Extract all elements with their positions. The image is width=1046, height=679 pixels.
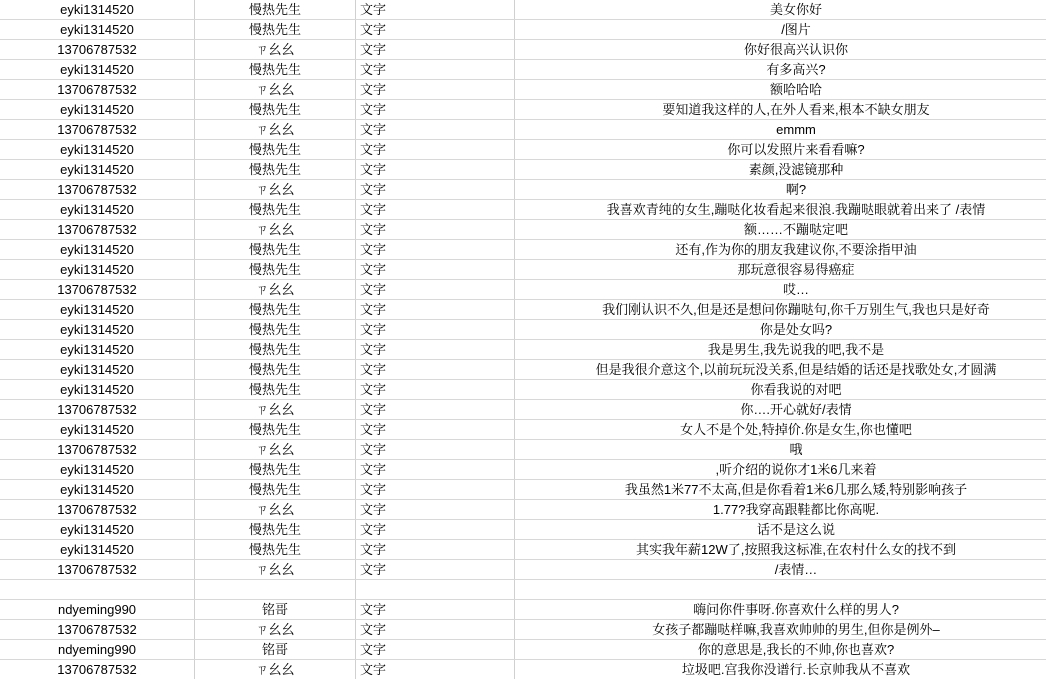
cell-message[interactable]: 你….开心就好/表情 — [515, 400, 1046, 420]
cell-account[interactable]: eyki1314520 — [0, 340, 195, 360]
cell-type[interactable]: 文字 — [356, 380, 515, 400]
cell-type[interactable]: 文字 — [356, 340, 515, 360]
cell-message[interactable]: 我喜欢青纯的女生,蹦哒化妆看起来很浪.我蹦哒眼就着出来了 /表情 — [515, 200, 1046, 220]
cell-message[interactable]: 要知道我这样的人,在外人看来,根本不缺女朋友 — [515, 100, 1046, 120]
table-row[interactable] — [0, 640, 1046, 660]
cell-type[interactable]: 文字 — [356, 80, 515, 100]
cell-nickname[interactable]: 慢热先生 — [195, 60, 356, 80]
cell-type[interactable]: 文字 — [356, 300, 515, 320]
cell-type[interactable]: 文字 — [356, 240, 515, 260]
cell-account[interactable]: 13706787532 — [0, 40, 195, 60]
cell-account[interactable]: 13706787532 — [0, 80, 195, 100]
cell-type[interactable]: 文字 — [356, 460, 515, 480]
cell-account[interactable]: eyki1314520 — [0, 420, 195, 440]
table-row[interactable] — [0, 260, 1046, 280]
table-row[interactable] — [0, 620, 1046, 640]
cell-nickname[interactable]: 慢热先生 — [195, 200, 356, 220]
cell-nickname[interactable]: 慢热先生 — [195, 360, 356, 380]
cell-type[interactable]: 文字 — [356, 500, 515, 520]
table-row[interactable] — [0, 460, 1046, 480]
cell-nickname[interactable]: 慢热先生 — [195, 460, 356, 480]
cell-message[interactable]: 嗨问你件事呀.你喜欢什么样的男人? — [515, 600, 1046, 620]
cell-message[interactable]: 我是男生,我先说我的吧,我不是 — [515, 340, 1046, 360]
cell-message[interactable]: 你看我说的对吧 — [515, 380, 1046, 400]
cell-nickname[interactable]: 铭哥 — [195, 600, 356, 620]
cell-nickname[interactable]: ㄗ幺幺 — [195, 220, 356, 240]
cell-account[interactable]: eyki1314520 — [0, 200, 195, 220]
cell-message[interactable]: 那玩意很容易得癌症 — [515, 260, 1046, 280]
cell-message[interactable]: 垃圾吧.宫我你没谱行.长京帅我从不喜欢 — [515, 660, 1046, 679]
table-row[interactable] — [0, 540, 1046, 560]
cell-type[interactable]: 文字 — [356, 180, 515, 200]
table-row[interactable] — [0, 60, 1046, 80]
table-row[interactable] — [0, 20, 1046, 40]
cell-account[interactable] — [0, 580, 195, 600]
cell-nickname[interactable]: 慢热先生 — [195, 540, 356, 560]
cell-message[interactable]: 还有,作为你的朋友我建议你,不要涂指甲油 — [515, 240, 1046, 260]
cell-type[interactable]: 文字 — [356, 40, 515, 60]
cell-account[interactable]: ndyeming990 — [0, 640, 195, 660]
cell-type[interactable]: 文字 — [356, 320, 515, 340]
cell-account[interactable]: eyki1314520 — [0, 300, 195, 320]
cell-nickname[interactable]: ㄗ幺幺 — [195, 180, 356, 200]
cell-account[interactable]: eyki1314520 — [0, 320, 195, 340]
cell-type[interactable]: 文字 — [356, 400, 515, 420]
cell-nickname[interactable]: ㄗ幺幺 — [195, 620, 356, 640]
table-row[interactable] — [0, 180, 1046, 200]
table-row[interactable] — [0, 280, 1046, 300]
cell-type[interactable]: 文字 — [356, 280, 515, 300]
cell-message[interactable]: /图片 — [515, 20, 1046, 40]
cell-nickname[interactable]: ㄗ幺幺 — [195, 40, 356, 60]
cell-message[interactable]: 女人不是个处,特掉价.你是女生,你也懂吧 — [515, 420, 1046, 440]
table-row[interactable] — [0, 480, 1046, 500]
cell-account[interactable]: eyki1314520 — [0, 140, 195, 160]
table-row[interactable] — [0, 100, 1046, 120]
cell-type[interactable]: 文字 — [356, 640, 515, 660]
cell-type[interactable]: 文字 — [356, 480, 515, 500]
cell-nickname[interactable]: ㄗ幺幺 — [195, 280, 356, 300]
cell-type[interactable]: 文字 — [356, 120, 515, 140]
cell-type[interactable]: 文字 — [356, 140, 515, 160]
cell-nickname[interactable]: 慢热先生 — [195, 240, 356, 260]
cell-nickname[interactable]: 慢热先生 — [195, 140, 356, 160]
table-row[interactable] — [0, 440, 1046, 460]
table-row[interactable] — [0, 400, 1046, 420]
table-row[interactable] — [0, 220, 1046, 240]
cell-nickname[interactable]: 铭哥 — [195, 640, 356, 660]
cell-message[interactable]: 你可以发照片来看看嘛? — [515, 140, 1046, 160]
cell-account[interactable]: eyki1314520 — [0, 480, 195, 500]
cell-account[interactable]: 13706787532 — [0, 440, 195, 460]
table-row[interactable] — [0, 0, 1046, 20]
table-row[interactable] — [0, 600, 1046, 620]
cell-account[interactable]: 13706787532 — [0, 400, 195, 420]
cell-type[interactable]: 文字 — [356, 200, 515, 220]
cell-account[interactable]: eyki1314520 — [0, 100, 195, 120]
cell-message[interactable]: 我们刚认识不久,但是还是想问你蹦哒句,你千万别生气,我也只是好奇 — [515, 300, 1046, 320]
cell-message[interactable]: ,听介绍的说你才1米6几来着 — [515, 460, 1046, 480]
cell-account[interactable]: ndyeming990 — [0, 600, 195, 620]
cell-message[interactable]: 有多高兴? — [515, 60, 1046, 80]
cell-nickname[interactable]: 慢热先生 — [195, 300, 356, 320]
cell-account[interactable]: 13706787532 — [0, 280, 195, 300]
cell-nickname[interactable]: 慢热先生 — [195, 480, 356, 500]
cell-account[interactable]: eyki1314520 — [0, 360, 195, 380]
cell-type[interactable]: 文字 — [356, 600, 515, 620]
cell-message[interactable]: 哦 — [515, 440, 1046, 460]
cell-nickname[interactable]: 慢热先生 — [195, 20, 356, 40]
cell-account[interactable]: 13706787532 — [0, 120, 195, 140]
table-row[interactable] — [0, 120, 1046, 140]
table-row[interactable] — [0, 200, 1046, 220]
cell-type[interactable]: 文字 — [356, 160, 515, 180]
cell-message[interactable]: 女孩子都蹦哒样嘛,我喜欢帅帅的男生,但你是例外– — [515, 620, 1046, 640]
cell-message[interactable]: 啊? — [515, 180, 1046, 200]
table-row[interactable] — [0, 320, 1046, 340]
cell-type[interactable]: 文字 — [356, 660, 515, 679]
cell-message[interactable]: 额……不蹦哒定吧 — [515, 220, 1046, 240]
cell-account[interactable]: eyki1314520 — [0, 20, 195, 40]
cell-nickname[interactable]: ㄗ幺幺 — [195, 120, 356, 140]
cell-nickname[interactable]: 慢热先生 — [195, 260, 356, 280]
cell-nickname[interactable]: ㄗ幺幺 — [195, 440, 356, 460]
cell-type[interactable]: 文字 — [356, 520, 515, 540]
cell-message[interactable] — [515, 580, 1046, 600]
cell-account[interactable]: eyki1314520 — [0, 260, 195, 280]
cell-nickname[interactable]: ㄗ幺幺 — [195, 80, 356, 100]
cell-type[interactable]: 文字 — [356, 560, 515, 580]
cell-message[interactable]: 但是我很介意这个,以前玩玩没关系,但是结婚的话还是找歌处女,才圆满 — [515, 360, 1046, 380]
cell-type[interactable]: 文字 — [356, 220, 515, 240]
cell-type[interactable]: 文字 — [356, 440, 515, 460]
cell-message[interactable]: emmm — [515, 120, 1046, 140]
cell-account[interactable]: 13706787532 — [0, 620, 195, 640]
cell-message[interactable]: 素颜,没滤镜那种 — [515, 160, 1046, 180]
table-row[interactable] — [0, 360, 1046, 380]
cell-account[interactable]: 13706787532 — [0, 500, 195, 520]
table-row[interactable] — [0, 560, 1046, 580]
table-row[interactable] — [0, 160, 1046, 180]
cell-nickname[interactable]: 慢热先生 — [195, 100, 356, 120]
cell-message[interactable]: 额哈哈哈 — [515, 80, 1046, 100]
cell-type[interactable]: 文字 — [356, 420, 515, 440]
cell-account[interactable]: 13706787532 — [0, 220, 195, 240]
cell-account[interactable]: eyki1314520 — [0, 60, 195, 80]
table-row[interactable] — [0, 580, 1046, 600]
cell-nickname[interactable]: 慢热先生 — [195, 340, 356, 360]
cell-nickname[interactable]: 慢热先生 — [195, 520, 356, 540]
cell-type[interactable]: 文字 — [356, 260, 515, 280]
cell-nickname[interactable]: 慢热先生 — [195, 420, 356, 440]
cell-nickname[interactable]: 慢热先生 — [195, 160, 356, 180]
table-row[interactable] — [0, 140, 1046, 160]
cell-message[interactable]: 其实我年薪12W了,按照我这标准,在农村什么女的找不到 — [515, 540, 1046, 560]
table-row[interactable] — [0, 420, 1046, 440]
cell-message[interactable]: 美女你好 — [515, 0, 1046, 20]
table-row[interactable] — [0, 660, 1046, 679]
cell-account[interactable]: 13706787532 — [0, 560, 195, 580]
cell-type[interactable]: 文字 — [356, 620, 515, 640]
cell-message[interactable]: 我虽然1米77不太高,但是你看着1米6几那么矮,特别影响孩子 — [515, 480, 1046, 500]
table-row[interactable] — [0, 340, 1046, 360]
cell-account[interactable]: eyki1314520 — [0, 540, 195, 560]
cell-message[interactable]: 1.77?我穿高跟鞋都比你高呢. — [515, 500, 1046, 520]
cell-nickname[interactable]: 慢热先生 — [195, 320, 356, 340]
cell-nickname[interactable]: ㄗ幺幺 — [195, 400, 356, 420]
cell-account[interactable]: eyki1314520 — [0, 460, 195, 480]
cell-message[interactable]: 话不是这么说 — [515, 520, 1046, 540]
cell-nickname[interactable]: ㄗ幺幺 — [195, 660, 356, 679]
cell-nickname[interactable]: 慢热先生 — [195, 380, 356, 400]
cell-account[interactable]: eyki1314520 — [0, 240, 195, 260]
cell-account[interactable]: 13706787532 — [0, 180, 195, 200]
cell-nickname[interactable]: ㄗ幺幺 — [195, 500, 356, 520]
cell-message[interactable]: 你的意思是,我长的不帅,你也喜欢? — [515, 640, 1046, 660]
table-row[interactable] — [0, 40, 1046, 60]
cell-account[interactable]: eyki1314520 — [0, 380, 195, 400]
table-row[interactable] — [0, 520, 1046, 540]
cell-type[interactable]: 文字 — [356, 540, 515, 560]
cell-account[interactable]: 13706787532 — [0, 660, 195, 679]
cell-message[interactable]: 哎… — [515, 280, 1046, 300]
cell-nickname[interactable]: ㄗ幺幺 — [195, 560, 356, 580]
table-row[interactable] — [0, 240, 1046, 260]
cell-account[interactable]: eyki1314520 — [0, 160, 195, 180]
table-row[interactable] — [0, 80, 1046, 100]
cell-nickname[interactable] — [195, 580, 356, 600]
cell-type[interactable] — [356, 580, 515, 600]
cell-type[interactable]: 文字 — [356, 0, 515, 20]
table-row[interactable] — [0, 380, 1046, 400]
cell-type[interactable]: 文字 — [356, 60, 515, 80]
cell-type[interactable]: 文字 — [356, 360, 515, 380]
cell-type[interactable]: 文字 — [356, 100, 515, 120]
table-row[interactable] — [0, 500, 1046, 520]
cell-message[interactable]: 你是处女吗? — [515, 320, 1046, 340]
cell-type[interactable]: 文字 — [356, 20, 515, 40]
cell-account[interactable]: eyki1314520 — [0, 520, 195, 540]
cell-nickname[interactable]: 慢热先生 — [195, 0, 356, 20]
cell-message[interactable]: 你好很高兴认识你 — [515, 40, 1046, 60]
cell-message[interactable]: /表情… — [515, 560, 1046, 580]
cell-account[interactable]: eyki1314520 — [0, 0, 195, 20]
table-row[interactable] — [0, 300, 1046, 320]
